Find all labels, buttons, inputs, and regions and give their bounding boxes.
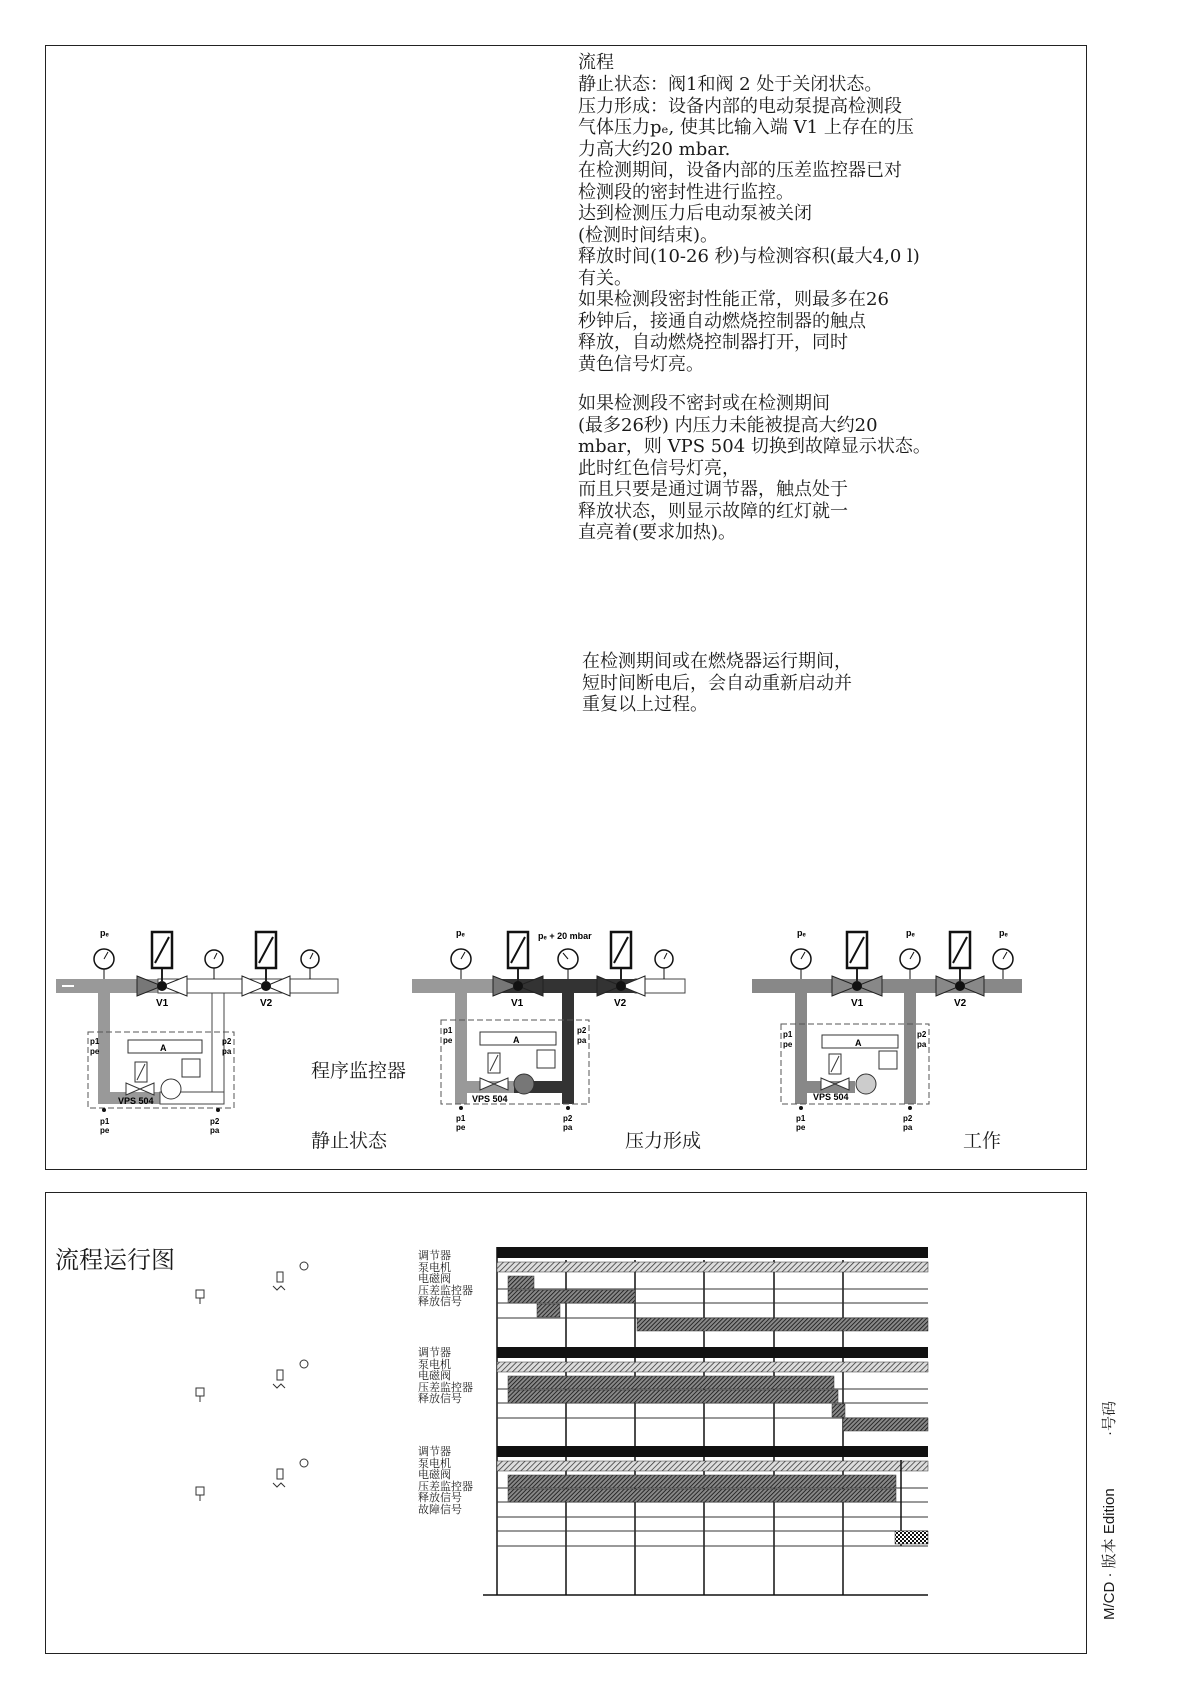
row-label: 电磁阀 <box>418 1369 451 1382</box>
pe-small-label: pe <box>796 1123 806 1132</box>
text-line: 短时间断电后，会自动重新启动并 <box>582 672 852 694</box>
v2-label: V2 <box>260 998 273 1009</box>
text-line: 有关。 <box>578 267 632 289</box>
p1-label: p1 <box>90 1037 100 1046</box>
text-line: 释放，自动燃烧控制器打开，同时 <box>578 332 848 353</box>
text-line: mbar，则 VPS 504 切换到故障显示状态。 <box>578 436 931 457</box>
text-line: 力高大约20 mbar. <box>578 138 731 160</box>
p2-label: p2 <box>903 1114 913 1123</box>
diagram-pressure-state <box>412 928 685 1132</box>
p1-label: p1 <box>796 1114 806 1123</box>
p1-label: p1 <box>456 1114 466 1123</box>
pe-small-label: pe <box>783 1040 793 1049</box>
pa-label: pa <box>903 1123 913 1132</box>
module-a-label: A <box>160 1043 167 1053</box>
timing-title: 流程运行图 <box>55 1246 175 1274</box>
pe-label: pₑ <box>906 928 915 938</box>
text-line: 如果检测段密封性能正常，则最多在26 <box>578 289 889 310</box>
vps-label: VPS 504 <box>118 1096 154 1106</box>
timing-labels-group-3 <box>418 1446 473 1515</box>
row-label: 泵电机 <box>418 1260 451 1274</box>
program-monitor-label: 程序监控器 <box>311 1060 407 1082</box>
pe-label: pₑ <box>797 928 806 938</box>
row-label: 泵电机 <box>418 1357 451 1371</box>
text-line: (检测时间结束)。 <box>578 224 719 246</box>
pe-label: pₑ <box>100 928 109 938</box>
text-line: 如果检测段不密封或在检测期间 <box>578 393 830 414</box>
text-line: 此时红色信号灯亮， <box>578 457 740 479</box>
text-line: 气体压力pₑ, 使其比输入端 V1 上存在的压 <box>578 117 914 138</box>
module-a-label: A <box>855 1038 862 1048</box>
text-line: 在检测期间或在燃烧器运行期间， <box>582 651 852 672</box>
timing-labels-group-2 <box>418 1347 473 1405</box>
row-label: 压差监控器 <box>418 1479 473 1493</box>
timing-labels-group-1 <box>418 1250 473 1308</box>
process-heading: 流程 <box>578 52 614 73</box>
timing-frame <box>45 1192 1087 1654</box>
text-line: 重复以上过程。 <box>582 694 708 715</box>
caption-rest-state: 静止状态 <box>311 1130 388 1152</box>
v1-label: V1 <box>511 998 524 1009</box>
row-label: 压差监控器 <box>418 1380 473 1394</box>
text-line: 检测段的密封性进行监控。 <box>578 181 794 203</box>
vps-label: VPS 504 <box>472 1094 508 1104</box>
row-label: 调节器 <box>418 1445 451 1458</box>
p2-label: p2 <box>210 1117 220 1126</box>
p2-label: p2 <box>563 1114 573 1123</box>
row-label: 释放信号 <box>418 1295 462 1308</box>
pe-label: pₑ <box>456 928 465 938</box>
text-line: 秒钟后，接通自动燃烧控制器的触点 <box>578 310 866 332</box>
p1-label: p1 <box>443 1026 453 1035</box>
v2-label: V2 <box>954 998 967 1009</box>
text-line: 压力形成：设备内部的电动泵提高检测段 <box>578 95 902 117</box>
p2-label: p2 <box>917 1030 927 1039</box>
p2-label: p2 <box>222 1037 232 1046</box>
pe-small-label: pe <box>456 1123 466 1132</box>
pa-label: pa <box>222 1047 232 1056</box>
row-label: 泵电机 <box>418 1456 451 1470</box>
diagram-rest-state <box>56 928 338 1135</box>
module-a-label: A <box>513 1035 520 1045</box>
text-line: 在检测期间，设备内部的压差监控器已对 <box>578 160 902 181</box>
code-label: ·号码 <box>1101 1401 1118 1436</box>
row-label: 电磁阀 <box>418 1468 451 1481</box>
row-label: 电磁阀 <box>418 1272 451 1285</box>
p1-label: p1 <box>783 1030 793 1039</box>
text-line: 静止状态：阀1和阀 2 处于关闭状态。 <box>578 74 883 95</box>
diagram-working-state <box>752 928 1022 1132</box>
pe-label: pₑ <box>999 928 1008 938</box>
text-line: 黄色信号灯亮。 <box>578 353 704 375</box>
caption-working-state: 工作 <box>963 1130 1002 1152</box>
row-label: 故障信号 <box>418 1502 462 1516</box>
row-label: 调节器 <box>418 1346 451 1359</box>
row-label: 释放信号 <box>418 1392 462 1405</box>
caption-pressure-state: 压力形成 <box>625 1130 702 1152</box>
text-line: 释放状态，则显示故障的红灯就一 <box>578 500 848 522</box>
vps-label: VPS 504 <box>813 1092 849 1102</box>
edition-label: M/CD · 版本 Edition <box>1101 1488 1118 1620</box>
v2-label: V2 <box>614 998 627 1009</box>
text-line: 直亮着(要求加热)。 <box>578 522 737 543</box>
row-label: 压差监控器 <box>418 1283 473 1297</box>
row-label: 释放信号 <box>418 1491 462 1504</box>
pe-small-label: pe <box>100 1126 110 1135</box>
pa-label: pa <box>563 1123 573 1132</box>
text-line: (最多26秒) 内压力未能被提高大约20 <box>578 414 878 436</box>
pe-plus-label: pₑ + 20 mbar <box>538 931 592 941</box>
pa-label: pa <box>917 1040 927 1049</box>
p1-label: p1 <box>100 1117 110 1126</box>
text-line: 释放时间(10-26 秒)与检测容积(最大4,0 l) <box>578 246 920 267</box>
v1-label: V1 <box>851 998 864 1009</box>
pe-small-label: pe <box>443 1036 453 1045</box>
row-label: 调节器 <box>418 1249 451 1262</box>
text-line: 达到检测压力后电动泵被关闭 <box>578 203 812 224</box>
pa-label: pa <box>577 1036 587 1045</box>
pe-small-label: pe <box>90 1047 100 1056</box>
pa-label: pa <box>210 1126 220 1135</box>
v1-label: V1 <box>156 998 169 1009</box>
text-line: 而且只要是通过调节器，触点处于 <box>578 479 848 500</box>
p2-label: p2 <box>577 1026 587 1035</box>
